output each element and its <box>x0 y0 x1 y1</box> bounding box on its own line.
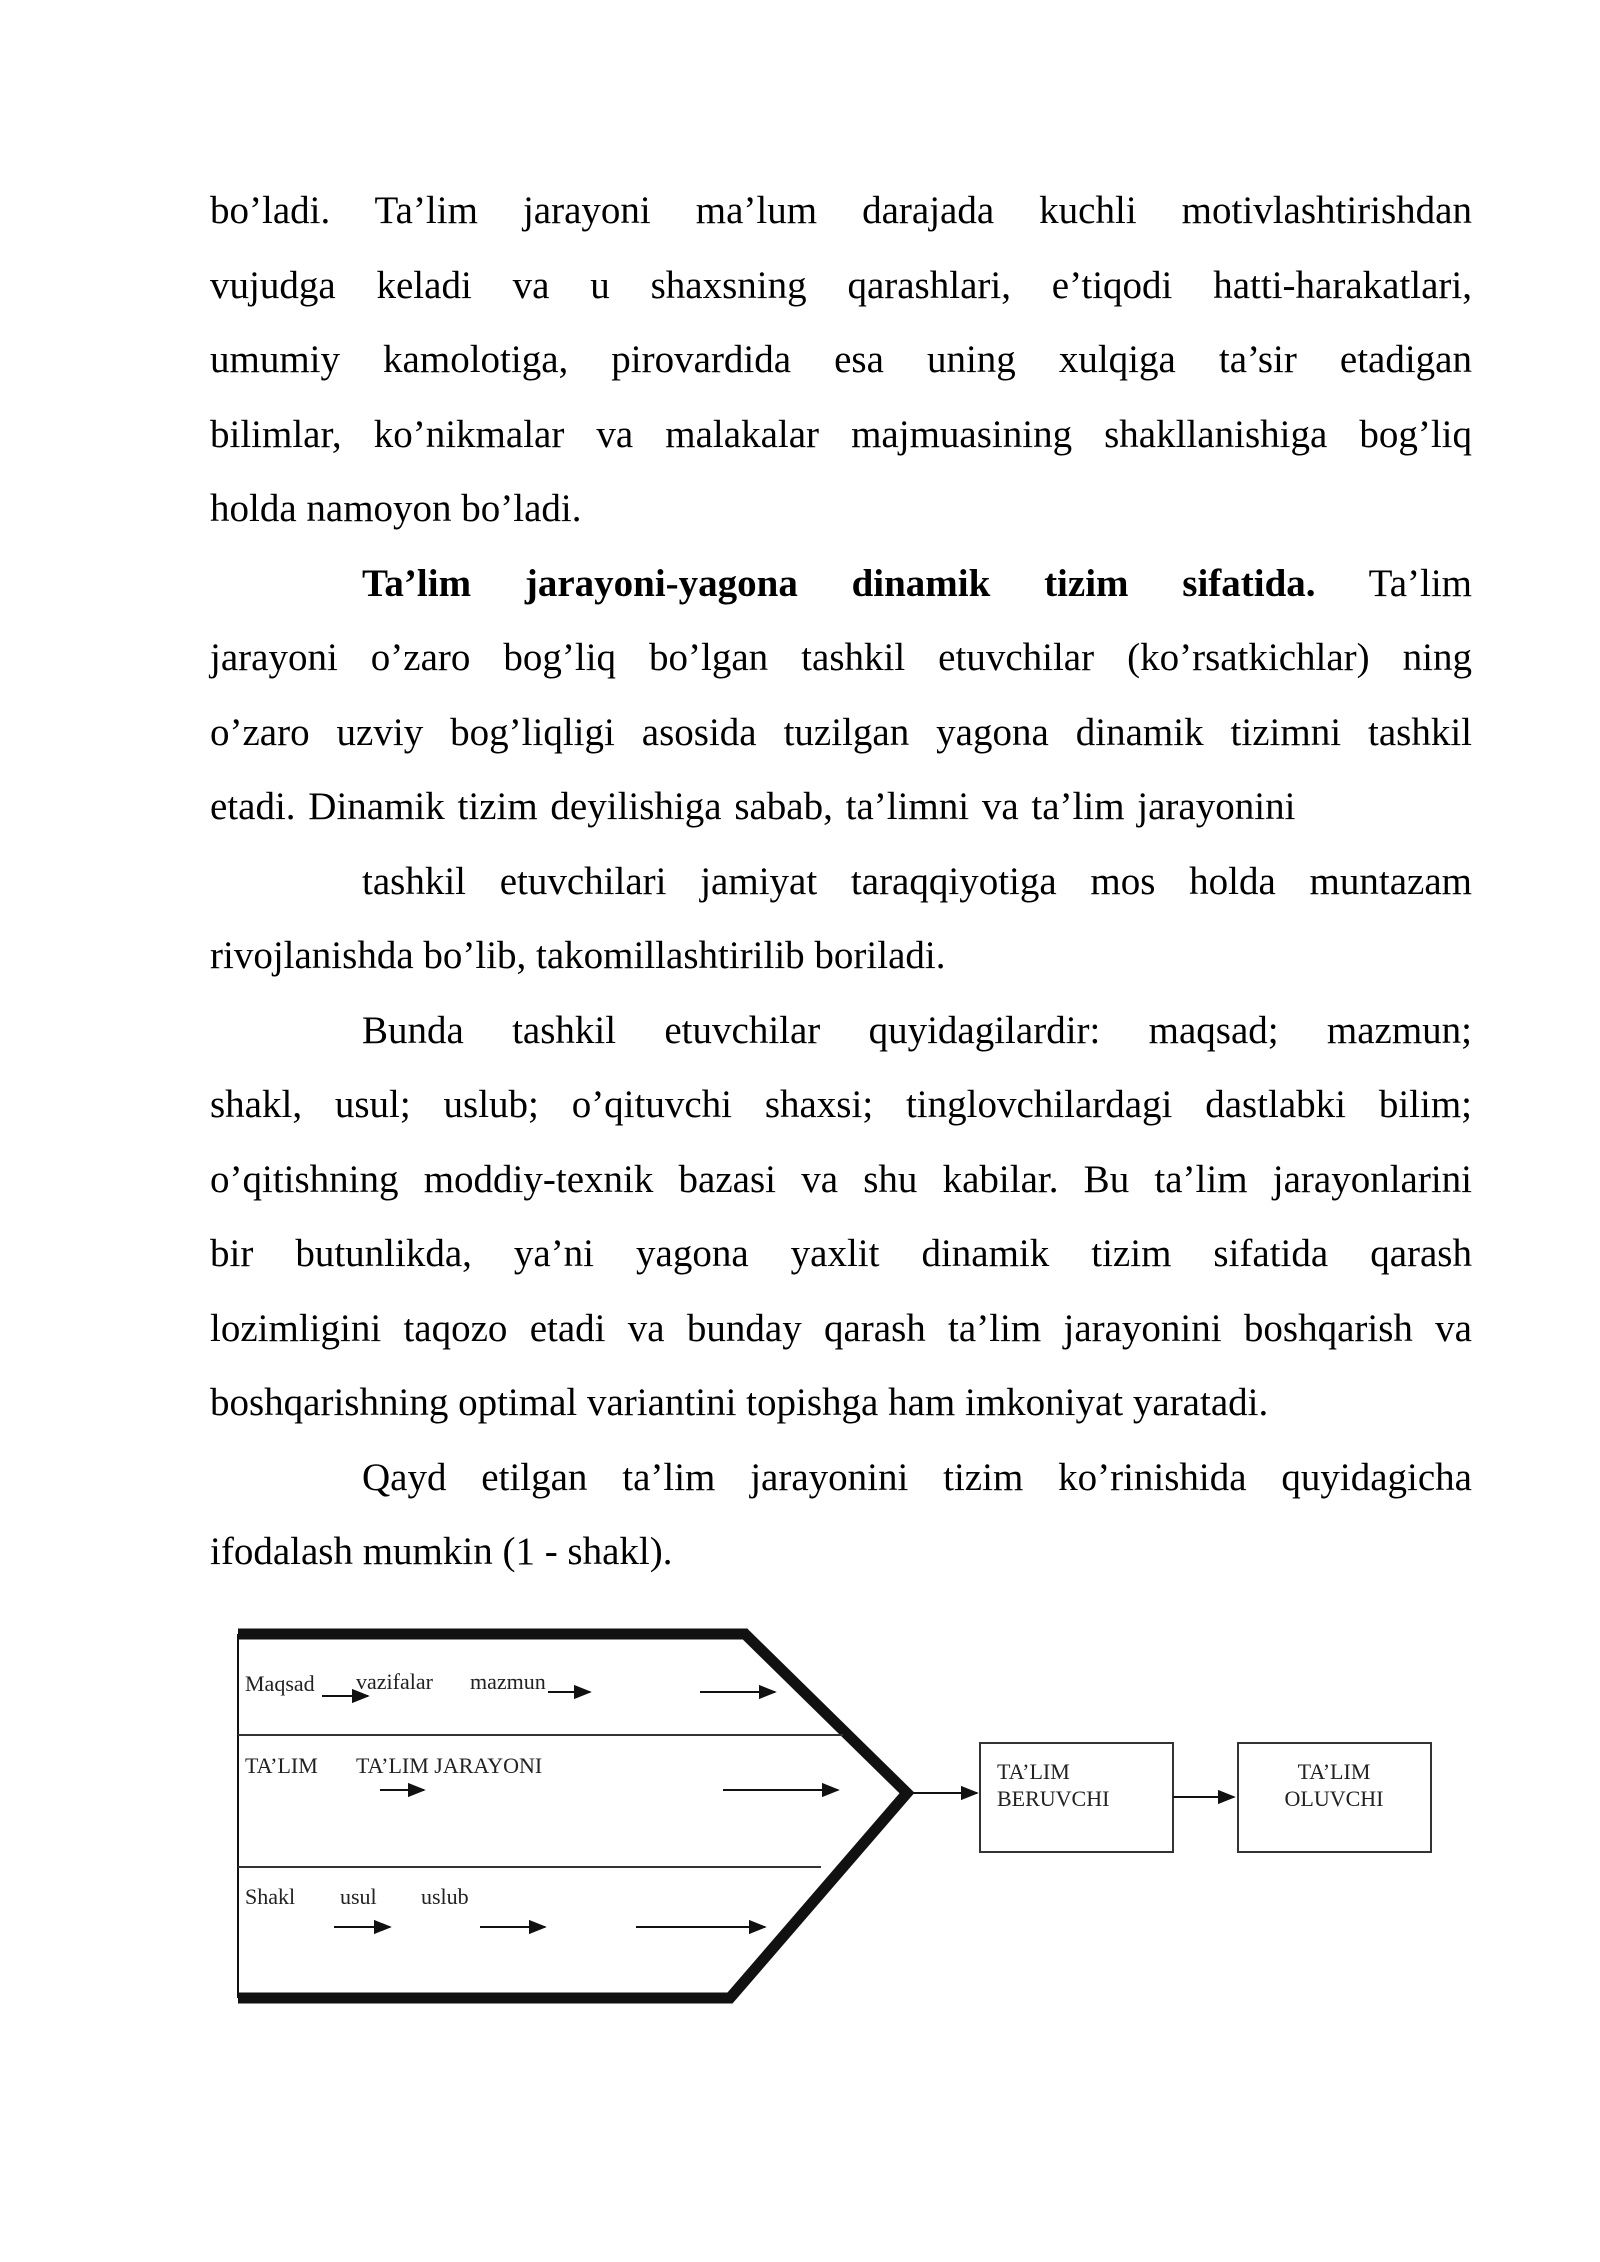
box1-line1: TA’LIM <box>997 1759 1070 1784</box>
text-line: o’qitishning moddiy-texnik bazasi va shu kabilar. Bu ta’lim jarayonlarini <box>210 1157 1472 1201</box>
section-heading: Ta’lim jarayoni-yagona dinamik tizim sifatida. <box>362 561 1316 605</box>
text-line: umumiy kamolotiga, pirovardida esa uning xulqiga ta’sir etadigan <box>210 338 1472 381</box>
box1-line2: BERUVCHI <box>997 1786 1110 1811</box>
label-mazmun: mazmun <box>470 1669 546 1694</box>
text-line: vujudga keladi va u shaxsning qarashlari, e’tiqodi hatti-harakatlari, <box>210 263 1472 307</box>
label-vazifalar: vazifalar <box>356 1669 433 1694</box>
text-line: rivojlanishda bo’lib, takomillashtirilib boriladi. <box>210 934 946 977</box>
text-line: o’zaro uzviy bog’liqligi asosida tuzilgan yagona dinamik tizimni tashkil <box>210 710 1472 754</box>
label-talim-jarayoni: TA’LIM JARAYONI <box>356 1753 543 1778</box>
label-usul: usul <box>340 1884 377 1909</box>
label-maqsad: Maqsad <box>245 1671 315 1696</box>
text-line: Bunda tashkil etuvchilar quyidagilardir: maqsad; mazmun; <box>362 1008 1472 1052</box>
text-line: jarayoni o’zaro bog’liq bo’lgan tashkil etuvchilar (ko’rsatkichlar) ning <box>210 636 1472 679</box>
text-line: tashkil etuvchilari jamiyat taraqqiyotiga mos holda muntazam <box>362 859 1472 903</box>
text-line: Qayd etilgan ta’lim jarayonini tizim ko’rinishida quyidagicha <box>362 1455 1472 1499</box>
text-line: bir butunlikda, ya’ni yagona yaxlit dinamik tizim sifatida qarash <box>210 1232 1472 1275</box>
text-line: etadi. Dinamik tizim deyilishiga sabab, ta’limni va ta’lim jarayonini <box>210 785 1296 828</box>
label-uslub: uslub <box>421 1884 469 1909</box>
label-shakl: Shakl <box>245 1884 296 1909</box>
box2-line2: OLUVCHI <box>1284 1786 1384 1811</box>
label-talim: TA’LIM <box>245 1753 318 1778</box>
heading-tail: Ta’lim <box>1368 561 1473 605</box>
text-line: lozimligini taqozo etadi va bunday qarash ta’lim jarayonini boshqarish va <box>210 1306 1472 1350</box>
text-line: bo’ladi. Ta’lim jarayoni ma’lum darajada kuchli motivlashtirishdan <box>210 189 1472 232</box>
text-line: boshqarishning optimal variantini topishga ham imkoniyat yaratadi. <box>210 1381 1269 1424</box>
text-line: bilimlar, ko’nikmalar va malakalar majmuasining shakllanishiga bog’liq <box>210 412 1472 456</box>
text-line: shakl, usul; uslub; o’qituvchi shaxsi; tinglovchilardagi dastlabki bilim; <box>210 1083 1472 1126</box>
text-line: holda namoyon bo’ladi. <box>210 487 582 530</box>
diagram-outline <box>238 1634 907 1998</box>
box2-line1: TA’LIM <box>1297 1759 1371 1784</box>
text-line: ifodalash mumkin (1 - shakl). <box>210 1530 673 1573</box>
